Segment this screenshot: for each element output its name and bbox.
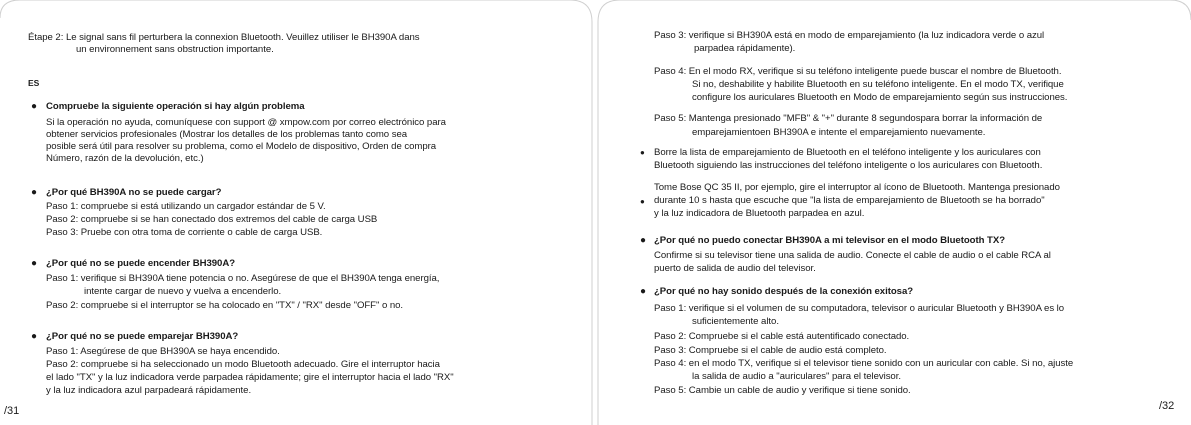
- section-line: Paso 2: compruebe si se han conectado dos extremos del cable de carga USB: [46, 214, 378, 225]
- bullet-icon: ●: [640, 286, 647, 297]
- bullet-icon: ●: [640, 197, 645, 206]
- section-line: Paso 2: compruebe si el interruptor se ha colocado en "TX" / "RX" desde "OFF" o no.: [46, 300, 404, 311]
- section-line: Si la operación no ayuda, comuníquese con support @ xmpow.com por correo electrónico para: [46, 117, 446, 128]
- section-line: suficientemente alto.: [692, 316, 779, 327]
- section-line: Paso 3: Compruebe si el cable de audio está completo.: [654, 345, 887, 356]
- bullet-icon: ●: [31, 187, 38, 198]
- section-line: Paso 5: Cambie un cable de audio y verifique si tiene sonido.: [654, 385, 911, 396]
- section-heading-charge: ¿Por qué BH390A no se puede cargar?: [46, 187, 222, 198]
- section-line: la salida de audio a "auriculares" para el televisor.: [692, 371, 901, 382]
- section-line: obtener servicios profesionales (Mostrar los detalles de los problemas tanto como sea: [46, 129, 408, 140]
- section-heading-power: ¿Por qué no se puede encender BH390A?: [46, 258, 236, 269]
- section-line: intente cargar de nuevo y vuelva a encenderlo.: [84, 286, 282, 297]
- section-line: Paso 2: Compruebe si el cable está autentificado conectado.: [654, 331, 910, 342]
- section-line: Paso 1: verifique si BH390A tiene potencia o no. Asegúrese de que el BH390A tenga energía,: [46, 273, 440, 284]
- left-page: [0, 0, 595, 425]
- step-line: configure los auriculares Bluetooth en Modo de emparejamiento según sus instrucciones.: [692, 92, 1068, 103]
- right-page: [596, 0, 1191, 425]
- section-line: Paso 1: compruebe si está utilizando un cargador estándar de 5 V.: [46, 201, 326, 212]
- section-heading-sound: ¿Por qué no hay sonido después de la conexión exitosa?: [654, 286, 914, 297]
- section-line: Paso 2: compruebe si ha seleccionado un modo Bluetooth adecuado. Gire el interruptor hacia: [46, 359, 440, 370]
- section-line: Número, razón de la devolución, etc.): [46, 153, 204, 164]
- step2-line-2: un environnement sans obstruction importante.: [76, 44, 274, 55]
- step-line: emparejamientoen BH390A e intente el emparejamiento nuevamente.: [692, 127, 986, 138]
- step-line: Paso 4: En el modo RX, verifique si su teléfono inteligente puede buscar el nombre de Bluetooth.: [654, 66, 1062, 77]
- section-heading-pair: ¿Por qué no se puede emparejar BH390A?: [46, 331, 239, 342]
- bullet-line: durante 10 s hasta que escuche que "la lista de emparejamiento de Bluetooth se ha borrado": [654, 195, 1045, 206]
- section-line: Paso 1: Asegúrese de que BH390A se haya encendido.: [46, 346, 280, 357]
- bullet-icon: ●: [31, 101, 38, 112]
- bullet-icon: ●: [640, 148, 645, 157]
- bullet-icon: ●: [640, 235, 647, 246]
- language-code: ES: [28, 78, 40, 88]
- bullet-line: y la luz indicadora de Bluetooth parpadea en azul.: [654, 208, 865, 219]
- section-line: y la luz indicadora azul parpadeará rápidamente.: [46, 385, 252, 396]
- section-line: Paso 1: verifique si el volumen de su computadora, televisor o auricular Bluetooth y BH390A es lo: [654, 303, 1065, 314]
- step-line: Si no, deshabilite y habilite Bluetooth en su teléfono inteligente. En el modo TX, verifique: [692, 79, 1064, 90]
- bullet-icon: ●: [31, 258, 38, 269]
- section-heading-problem: Compruebe la siguiente operación si hay algún problema: [46, 101, 305, 112]
- bullet-line: Borre la lista de emparejamiento de Bluetooth en el teléfono inteligente y los auriculares con: [654, 147, 1041, 158]
- bullet-line: Bluetooth siguiendo las instrucciones del teléfono inteligente o los auriculares con Bluetooth.: [654, 160, 1043, 171]
- section-line: puerto de salida de audio del televisor.: [654, 263, 816, 274]
- section-heading-tv: ¿Por qué no puedo conectar BH390A a mi televisor en el modo Bluetooth TX?: [654, 235, 1006, 246]
- page-number: /31: [4, 405, 20, 417]
- section-line: el lado "TX" y la luz indicadora verde parpadea rápidamente; gire el interruptor hacia el lado "RX": [46, 372, 454, 383]
- bullet-icon: ●: [31, 331, 38, 342]
- section-line: Confirme si su televisor tiene una salida de audio. Conecte el cable de audio o el cable RCA al: [654, 250, 1051, 261]
- step-line: parpadea rápidamente).: [694, 43, 796, 54]
- bullet-line: Tome Bose QC 35 II, por ejemplo, gire el interruptor al ícono de Bluetooth. Mantenga presionado: [654, 182, 1060, 193]
- step-line: Paso 3: verifique si BH390A está en modo de emparejamiento (la luz indicadora verde o azul: [654, 30, 1045, 41]
- page-number: /32: [1159, 400, 1175, 412]
- step2-line-1: Étape 2: Le signal sans fil perturbera la connexion Bluetooth. Veuillez utiliser le BH390A dans: [28, 32, 420, 43]
- section-line: Paso 4: en el modo TX, verifique si el televisor tiene sonido con un auricular con cable. Si no, ajuste: [654, 358, 1074, 369]
- section-line: posible será útil para resolver su problema, como el Modelo de dispositivo, Orden de compra: [46, 141, 437, 152]
- section-line: Paso 3: Pruebe con otra toma de corriente o cable de carga USB.: [46, 227, 323, 238]
- step-line: Paso 5: Mantenga presionado "MFB" & "+" durante 8 segundospara borrar la información de: [654, 113, 1043, 124]
